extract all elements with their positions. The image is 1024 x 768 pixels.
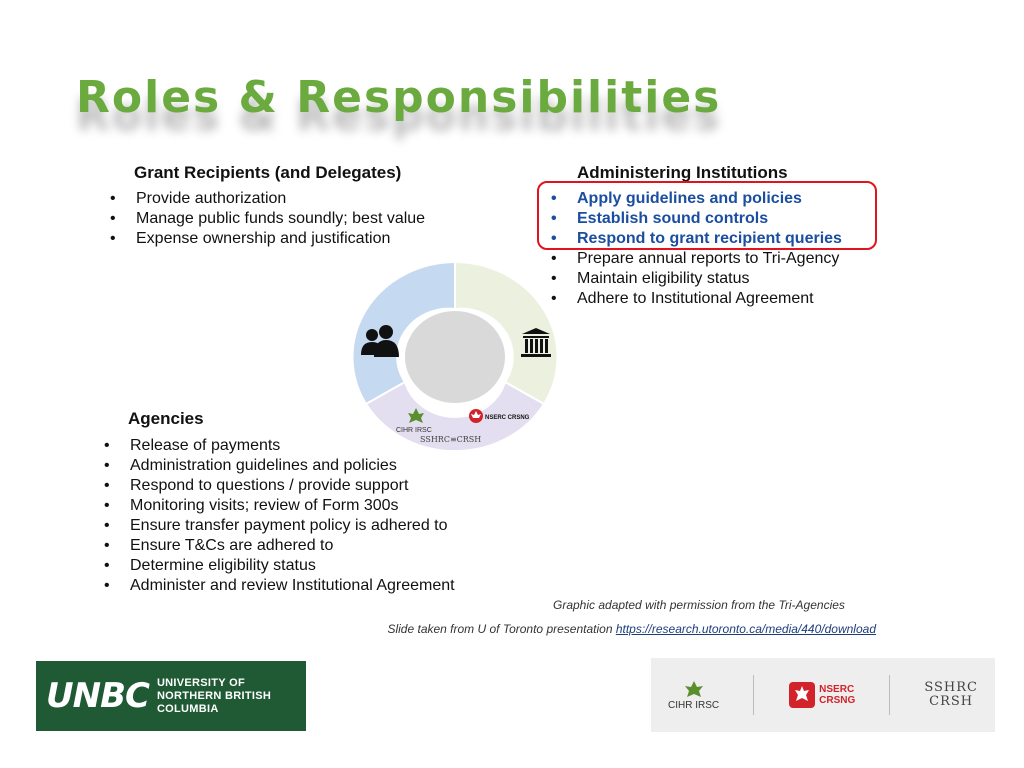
- agencies-heading: Agencies: [128, 409, 204, 428]
- unbc-line-2: NORTHERN BRITISH COLUMBIA: [156, 689, 272, 715]
- cihr-logo-label: CIHR IRSC: [396, 427, 432, 434]
- unbc-line-1: UNIVERSITY OF: [156, 676, 245, 689]
- list-item-highlighted: • Apply guidelines and policies: [551, 189, 842, 209]
- list-item: • Ensure transfer payment policy is adhered to: [104, 516, 455, 536]
- list-item: • Manage public funds soundly; best value: [110, 209, 425, 229]
- roles-diagram: [348, 258, 562, 456]
- unbc-mark: UNBC: [46, 676, 149, 716]
- list-item: • Prepare annual reports to Tri-Agency: [551, 249, 842, 269]
- list-item: • Administer and review Institutional Agreement: [104, 576, 455, 596]
- divider: [889, 675, 890, 715]
- list-item: • Monitoring visits; review of Form 300s: [104, 496, 455, 516]
- nserc-line-2: CRSNG: [819, 695, 856, 706]
- cihr-leaf-icon: [682, 680, 706, 700]
- source-link[interactable]: https://research.utoronto.ca/media/440/download: [615, 622, 876, 636]
- nserc-logo: [788, 681, 855, 709]
- unbc-wordmark: [157, 677, 306, 716]
- source-prefix: Slide taken from U of Toronto presentation: [387, 622, 616, 636]
- list-item: • Ensure T&Cs are adhered to: [104, 536, 455, 556]
- list-item: • Expense ownership and justification: [110, 229, 425, 249]
- list-item-highlighted: • Establish sound controls: [551, 209, 842, 229]
- list-item: • Adhere to Institutional Agreement: [551, 289, 842, 309]
- institutions-list: [551, 189, 842, 309]
- sshrc-logo: [924, 681, 978, 709]
- list-item: • Maintain eligibility status: [551, 269, 842, 289]
- list-item: • Determine eligibility status: [104, 556, 455, 576]
- source-note: [387, 622, 876, 636]
- cihr-label: CIHR IRSC: [668, 699, 720, 711]
- nserc-leaf-icon: [788, 681, 816, 709]
- nserc-logo-label: NSERC CRSNG: [485, 415, 530, 421]
- sshrc-line-2: CRSH: [929, 694, 974, 709]
- sshrc-line-1: SSHRC: [924, 680, 978, 695]
- divider: [753, 675, 754, 715]
- list-item: • Release of payments: [104, 436, 455, 456]
- list-item-highlighted: • Respond to grant recipient queries: [551, 229, 842, 249]
- diagram-center: [405, 311, 505, 403]
- list-item: • Provide authorization: [110, 189, 425, 209]
- nserc-logo-icon: [469, 409, 483, 423]
- list-item: • Respond to questions / provide support: [104, 476, 455, 496]
- grant-recipients-heading: Grant Recipients (and Delegates): [134, 163, 402, 182]
- agency-logos: [651, 658, 995, 732]
- graphic-credit: Graphic adapted with permission from the Tri-Agencies: [553, 598, 845, 612]
- cihr-logo: [668, 680, 719, 711]
- slide-title: Roles & Responsibilities: [76, 72, 722, 123]
- grant-recipients-list: [110, 189, 425, 249]
- agencies-list: [104, 436, 455, 596]
- unbc-logo: [36, 661, 306, 731]
- sshrc-logo-label: SSHRC≡CRSH: [420, 435, 482, 444]
- list-item: • Administration guidelines and policies: [104, 456, 455, 476]
- institutions-heading: Administering Institutions: [577, 163, 788, 182]
- nserc-line-1: NSERC: [819, 684, 855, 695]
